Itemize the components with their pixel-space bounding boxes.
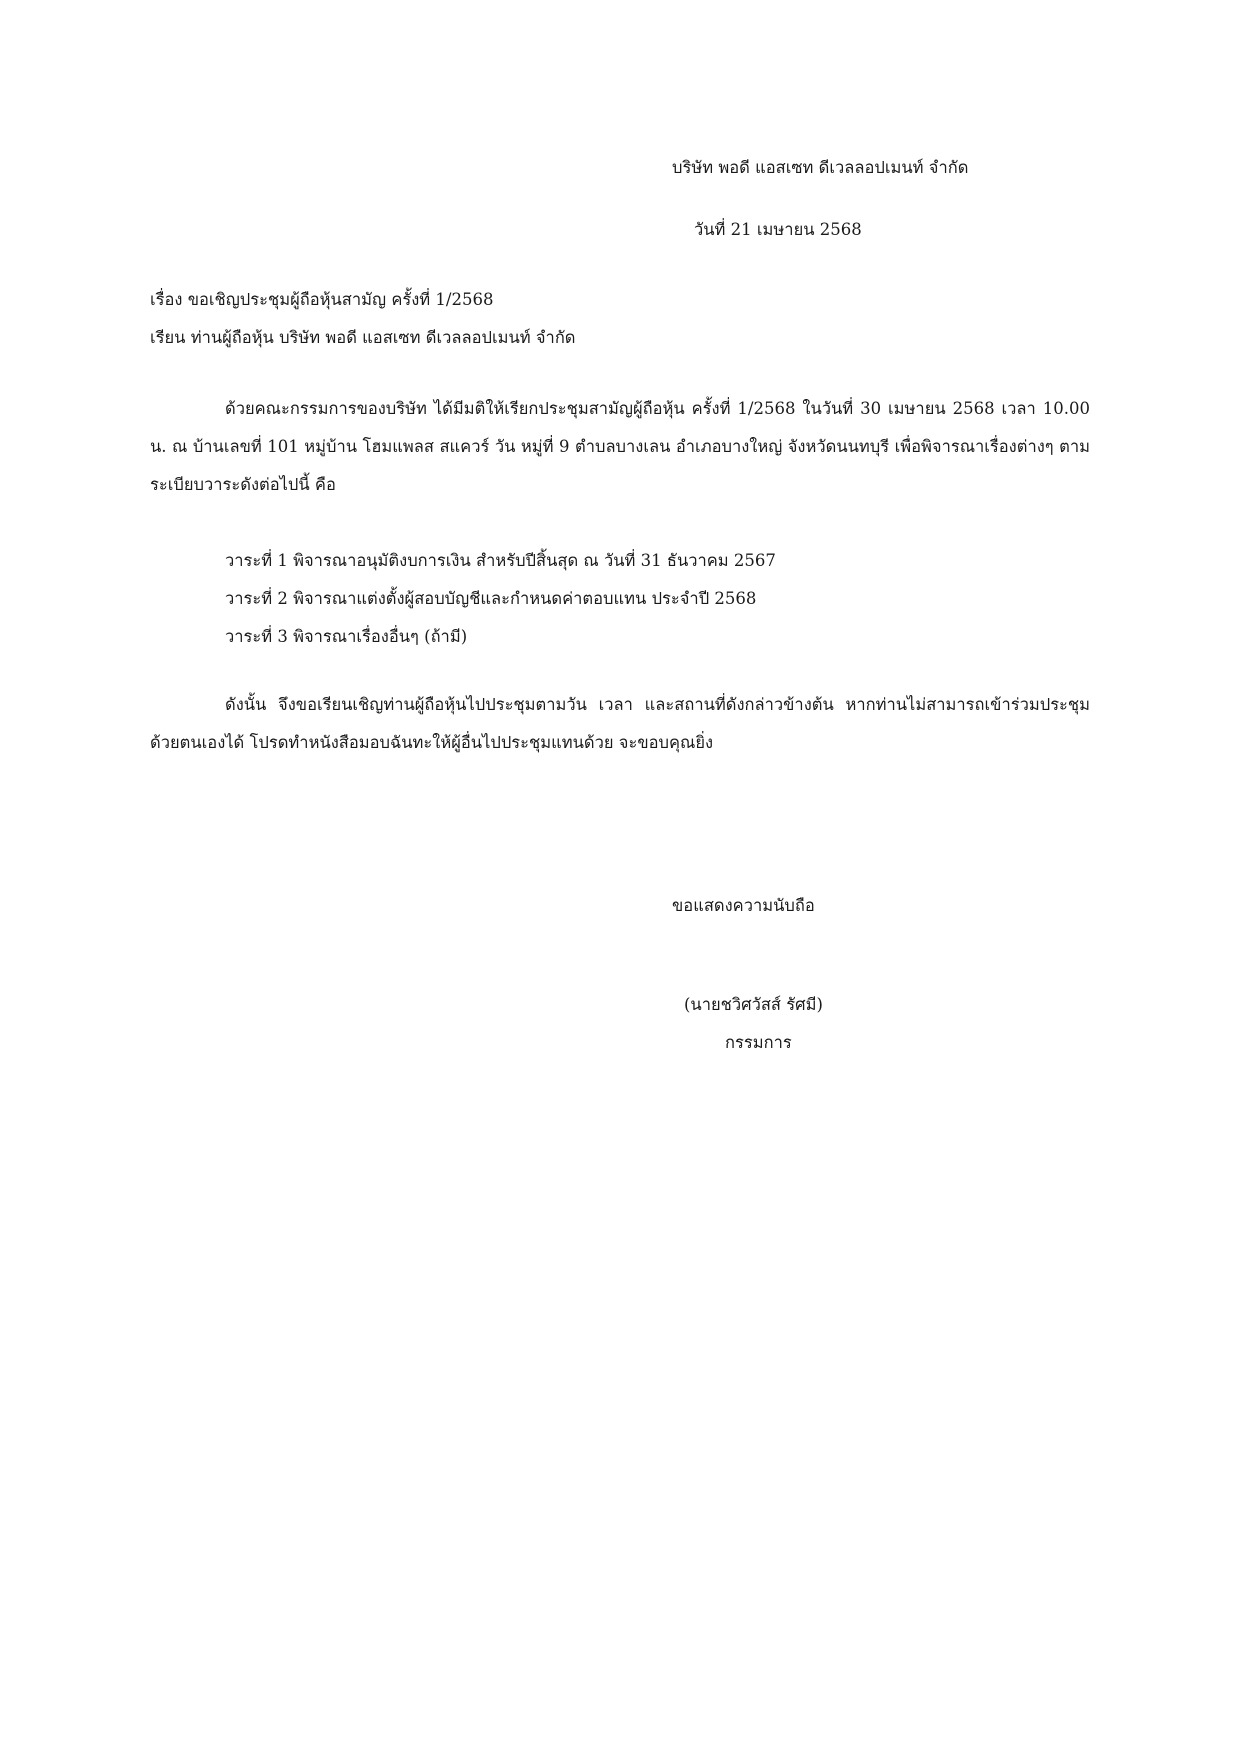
meeting-notice-paragraph: ด้วยคณะกรรมการของบริษัท ได้มีมติให้เรียกประชุมสามัญผู้ถือหุ้น ครั้งที่ 1/2568 ในวันที่ 30 เมษายน 2568 เวลา 10.00 น. ณ บ้านเลขที่ 101 หมู่บ้าน โฮมแพลส สแควร์ วัน หมู่ที่ 9 ตำบลบางเลน อำเภอบางใหญ่ จังหวัดนนทบุรี เพื่อพิจารณาเรื่องต่างๆ ตามระเบียบวาระดังต่อไปนี้ คือ: [150, 399, 1090, 494]
agenda-item: วาระที่ 3 พิจารณาเรื่องอื่นๆ (ถ้ามี): [225, 627, 468, 646]
letter-subject: เรื่อง ขอเชิญประชุมผู้ถือหุ้นสามัญ ครั้งที่ 1/2568: [150, 290, 494, 309]
agenda-item: วาระที่ 2 พิจารณาแต่งตั้งผู้สอบบัญชีและกำหนดค่าตอบแทน ประจำปี 2568: [225, 589, 757, 608]
agenda-list: [225, 542, 776, 656]
signer-name: (นายชวิศวัสส์ รัศมี): [684, 995, 823, 1014]
letter-recipient: เรียน ท่านผู้ถือหุ้น บริษัท พอดี แอสเซท ดีเวลลอปเมนท์ จำกัด: [150, 328, 576, 347]
agenda-item: วาระที่ 1 พิจารณาอนุมัติงบการเงิน สำหรับปีสิ้นสุด ณ วันที่ 31 ธันวาคม 2567: [225, 551, 776, 570]
closing-salutation: ขอแสดงความนับถือ: [672, 896, 815, 915]
letter-date: วันที่ 21 เมษายน 2568: [694, 220, 862, 239]
company-name-header: บริษัท พอดี แอสเซท ดีเวลลอปเมนท์ จำกัด: [672, 158, 969, 177]
signer-title: กรรมการ: [725, 1033, 792, 1052]
invitation-paragraph: ดังนั้น จึงขอเรียนเชิญท่านผู้ถือหุ้นไปประชุมตามวัน เวลา และสถานที่ดังกล่าวข้างต้น หากท่านไม่สามารถเข้าร่วมประชุมด้วยตนเองได้ โปรดทำหนังสือมอบฉันทะให้ผู้อื่นไปประชุมแทนด้วย จะขอบคุณยิ่ง: [150, 695, 1090, 752]
